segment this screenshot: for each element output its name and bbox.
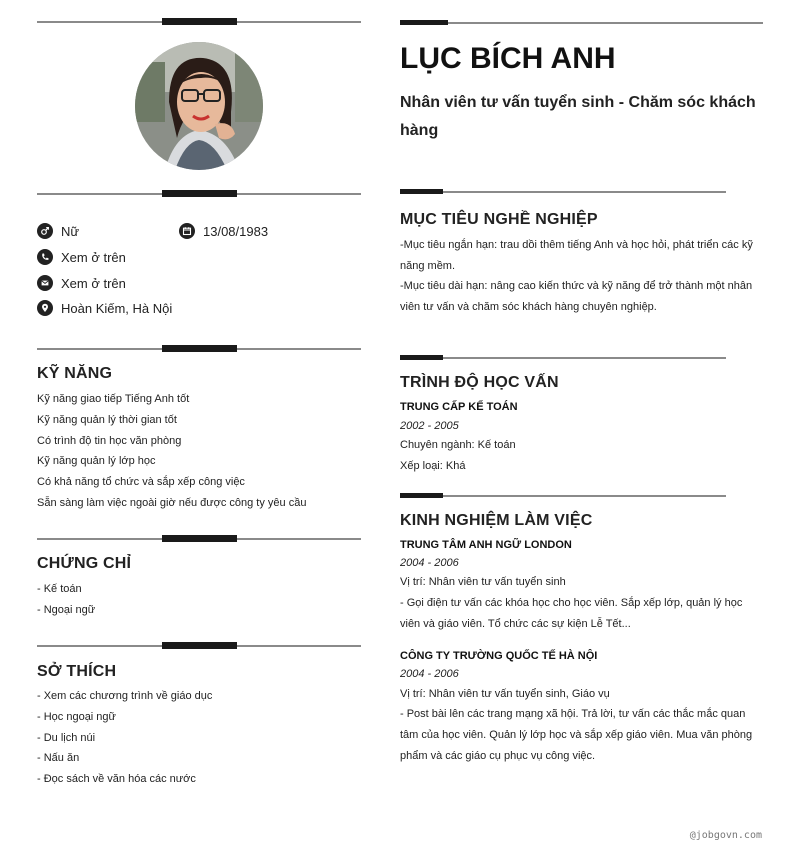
skills-list bbox=[37, 389, 306, 514]
job-description: - Gọi điện tư vấn các khóa học cho học viên. Sắp xếp lớp, quản lý học viên và giáo viên. Tổ chức các sự kiện Lễ Tết... bbox=[400, 597, 743, 630]
education-major: Chuyên ngành: Kế toán bbox=[400, 439, 516, 451]
job-period: 2004 - 2006 bbox=[400, 557, 459, 569]
list-item: - Du lịch núi bbox=[37, 731, 96, 744]
job-company: CÔNG TY TRƯỜNG QUỐC TẾ HÀ NỘI bbox=[400, 650, 598, 662]
phone-value: Xem ở trên bbox=[61, 249, 126, 265]
certificates-list bbox=[37, 579, 95, 621]
objective-long-term: -Mục tiêu dài hạn: nâng cao kiến thức và kỹ năng để trở thành một nhân viên tư vấn và chăm sóc khách hàng chuyên nghiệp. bbox=[400, 280, 753, 313]
list-item: Có trình độ tin học văn phòng bbox=[37, 434, 182, 447]
education-divider bbox=[400, 354, 726, 362]
objective-title: MỤC TIÊU NGHỀ NGHIỆP bbox=[400, 211, 598, 228]
list-item: - Nấu ăn bbox=[37, 752, 80, 765]
education-grade: Xếp loại: Khá bbox=[400, 460, 466, 472]
education-period: 2002 - 2005 bbox=[400, 420, 459, 432]
photo-top-divider bbox=[37, 18, 361, 26]
candidate-role: Nhân viên tư vấn tuyển sinh - Chăm sóc khách hàng bbox=[400, 94, 756, 139]
candidate-name: LỤC BÍCH ANH bbox=[400, 42, 616, 75]
certificates-title: CHỨNG CHỈ bbox=[37, 555, 132, 572]
objective-divider bbox=[400, 188, 726, 196]
birthday-row bbox=[179, 223, 268, 239]
certificates-divider bbox=[37, 535, 361, 543]
job-period: 2004 - 2006 bbox=[400, 668, 459, 680]
skills-divider bbox=[37, 345, 361, 353]
skills-title: KỸ NĂNG bbox=[37, 365, 113, 382]
list-item: - Đọc sách về văn hóa các nước bbox=[37, 773, 196, 786]
gender-row bbox=[37, 223, 79, 239]
job-position: Vị trí: Nhân viên tư vấn tuyển sinh bbox=[400, 576, 566, 588]
list-item: - Kế toán bbox=[37, 583, 82, 595]
birthday-value: 13/08/1983 bbox=[203, 223, 269, 239]
list-item: - Ngoại ngữ bbox=[37, 603, 96, 616]
header-divider bbox=[400, 19, 763, 27]
experience-divider bbox=[400, 492, 726, 500]
gender-value: Nữ bbox=[61, 223, 80, 239]
hobbies-divider bbox=[37, 642, 361, 650]
address-value: Hoàn Kiếm, Hà Nội bbox=[61, 300, 173, 316]
list-item: Có khả năng tổ chức và sắp xếp công việc bbox=[37, 476, 245, 489]
location-icon bbox=[37, 300, 53, 316]
address-row bbox=[37, 300, 172, 316]
photo-bottom-divider bbox=[37, 190, 361, 198]
list-item: Kỹ năng quản lý lớp học bbox=[37, 455, 156, 468]
education-title: TRÌNH ĐỘ HỌC VẤN bbox=[400, 374, 559, 391]
email-icon bbox=[37, 275, 53, 291]
experience-title: KINH NGHIỆM LÀM VIỆC bbox=[400, 512, 593, 529]
hobbies-title: SỞ THÍCH bbox=[37, 663, 117, 680]
calendar-icon bbox=[179, 223, 195, 239]
gender-icon bbox=[37, 223, 53, 239]
list-item: Kỹ năng quản lý thời gian tốt bbox=[37, 413, 177, 426]
watermark: @jobgovn.com bbox=[689, 830, 762, 841]
phone-row bbox=[37, 249, 126, 265]
list-item: - Xem các chương trình về giáo dục bbox=[37, 690, 213, 702]
education-school: TRUNG CẤP KẾ TOÁN bbox=[400, 401, 518, 413]
profile-photo bbox=[135, 42, 263, 170]
list-item: Sẵn sàng làm việc ngoài giờ nếu được công ty yêu cầu bbox=[37, 496, 307, 509]
job-position: Vị trí: Nhân viên tư vấn tuyển sinh, Giáo vụ bbox=[400, 688, 610, 700]
job-description: - Post bài lên các trang mạng xã hội. Trả lời, tư vấn các thắc mắc quan tâm của học viên. Quản lý lớp học và sắp xếp giáo viên. Mua văn phòng phẩm và các giáo cụ phục vụ công việc. bbox=[400, 708, 753, 762]
phone-icon bbox=[37, 249, 53, 265]
hobbies-list bbox=[37, 686, 212, 790]
list-item: Kỹ năng giao tiếp Tiếng Anh tốt bbox=[37, 393, 190, 405]
job-company: TRUNG TÂM ANH NGỮ LONDON bbox=[400, 539, 572, 551]
email-value: Xem ở trên bbox=[61, 275, 126, 291]
email-row bbox=[37, 275, 126, 291]
objective-short-term: -Mục tiêu ngắn hạn: trau dồi thêm tiếng Anh và học hỏi, phát triển các kỹ năng mềm. bbox=[400, 239, 753, 272]
list-item: - Học ngoại ngữ bbox=[37, 710, 116, 723]
